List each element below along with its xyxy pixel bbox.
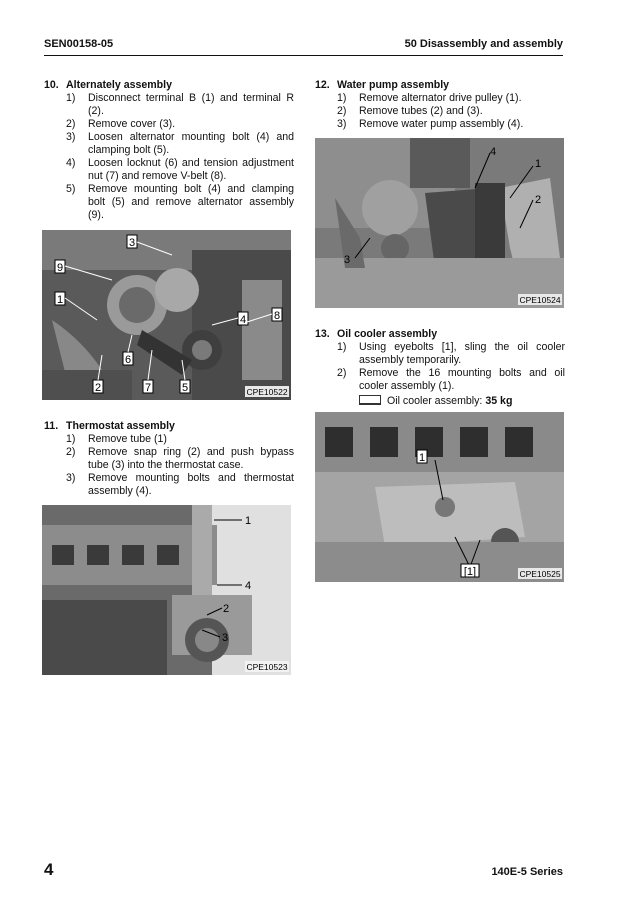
step-item: 1) Remove tube (1): [66, 433, 167, 445]
header-rule: [44, 55, 563, 56]
oil-cooler-photo: [315, 412, 564, 582]
step-list: [315, 341, 565, 393]
figure-alternator-photo: [42, 230, 291, 400]
thermostat-photo: [42, 505, 291, 675]
weight-label: Oil cooler assembly:: [387, 395, 483, 407]
step-item: 3) Remove water pump assembly (4).: [337, 118, 524, 130]
step-item: 4) Loosen locknut (6) and tension adjustment nut (7) and remove V-belt (8).: [66, 157, 294, 182]
step-item: 1) Disconnect terminal B (1) and terminal R (2).: [66, 92, 294, 117]
weight-value: 35 kg: [485, 395, 513, 407]
callout-label: 5: [181, 382, 189, 394]
section-oil-cooler: [315, 328, 565, 408]
alternator-photo: [42, 230, 291, 400]
callout-label: 1: [56, 294, 64, 306]
step-item: 5) Remove mounting bolt (4) and clamping bolt (5) and remove alternator assembly (9).: [66, 183, 294, 221]
page-number: 4: [44, 860, 54, 879]
section-heading: 50 Disassembly and assembly: [404, 38, 563, 50]
step-item: 2) Remove the 16 mounting bolts and oil cooler assembly (1).: [337, 367, 565, 392]
callout-label: 1: [535, 158, 542, 170]
section-title: 11. Thermostat assembly: [44, 420, 175, 432]
step-item: 2) Remove snap ring (2) and push bypass tube (3) into the thermostat case.: [66, 446, 294, 471]
figure-code: CPE10522: [246, 387, 288, 397]
callout-label: 4: [245, 580, 252, 592]
weight-note: [359, 395, 565, 408]
figure-water-pump-photo: [315, 138, 564, 308]
callout-label: 3: [128, 237, 136, 249]
section-title: 13. Oil cooler assembly: [315, 328, 438, 340]
series-label: 140E-5 Series: [491, 866, 563, 878]
step-item: 2) Remove cover (3).: [66, 118, 176, 130]
callout-label: [1]: [463, 566, 477, 578]
section-title: 10. Alternately assembly: [44, 79, 172, 91]
step-item: 1) Remove alternator drive pulley (1).: [337, 92, 522, 104]
step-item: 3) Remove mounting bolts and thermostat assembly (4).: [66, 472, 294, 497]
callout-label: 4: [239, 314, 247, 326]
callout-label: 9: [56, 262, 64, 274]
section-thermostat: [44, 420, 294, 498]
document-code: SEN00158-05: [44, 38, 114, 50]
step-item: 1) Using eyebolts [1], sling the oil cooler assembly temporarily.: [337, 341, 565, 366]
section-title: 12. Water pump assembly: [315, 79, 450, 91]
callout-label: 6: [124, 354, 132, 366]
figure-thermostat-photo: [42, 505, 291, 675]
step-list: [315, 92, 565, 131]
callout-label: 2: [535, 194, 542, 206]
section-alternator: [44, 79, 294, 222]
water-pump-photo: [315, 138, 564, 308]
section-water-pump: [315, 79, 565, 131]
callout-label: 4: [490, 146, 497, 158]
callout-label: 1: [418, 452, 426, 464]
callout-label: 7: [144, 382, 152, 394]
callout-label: 2: [223, 603, 230, 615]
callout-label: 1: [245, 515, 252, 527]
step-item: 2) Remove tubes (2) and (3).: [337, 105, 483, 117]
step-list: [44, 92, 294, 222]
weight-icon: [359, 395, 381, 405]
figure-code: CPE10523: [246, 662, 288, 672]
figure-code: CPE10525: [519, 569, 561, 579]
step-list: [44, 433, 294, 498]
callout-label: 8: [273, 310, 281, 322]
step-item: 3) Loosen alternator mounting bolt (4) and clamping bolt (5).: [66, 131, 294, 156]
callout-label: 3: [344, 254, 351, 266]
callout-label: 2: [94, 382, 102, 394]
figure-code: CPE10524: [519, 295, 561, 305]
figure-oil-cooler-photo: [315, 412, 564, 582]
callout-label: 3: [222, 632, 229, 644]
